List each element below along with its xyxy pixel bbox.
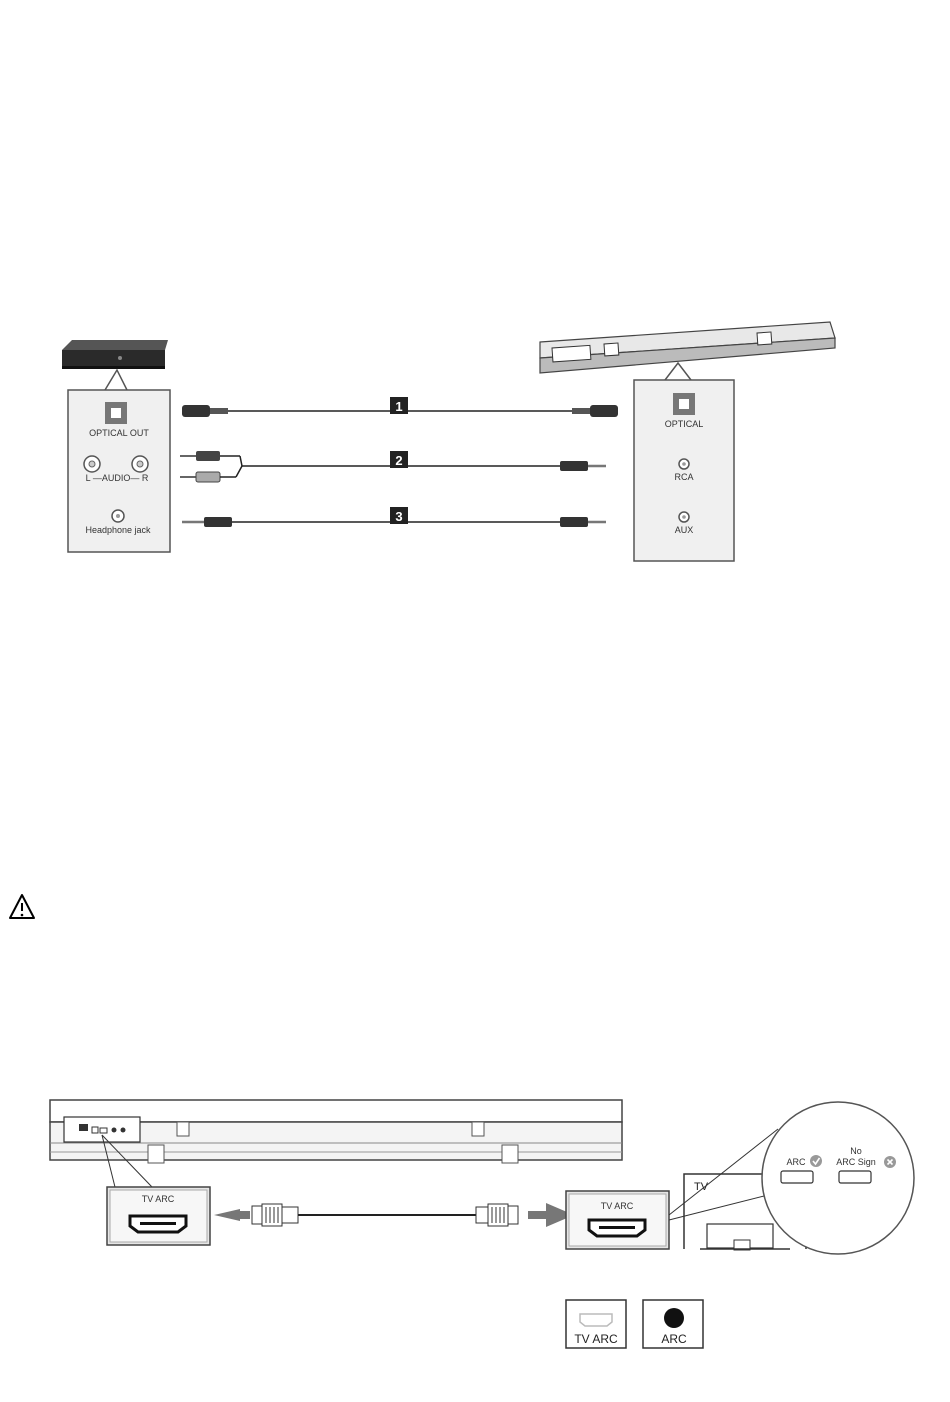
cable-number-3-text: 3 — [395, 509, 403, 524]
aux-label: AUX — [674, 525, 694, 535]
cable-rca — [180, 451, 606, 482]
zoom-no-label-1: No — [850, 1146, 862, 1156]
arrow-left-icon — [214, 1209, 240, 1221]
hdmi-cable — [252, 1204, 518, 1226]
right-port-label: TV ARC — [600, 1201, 634, 1211]
callout-pointer — [665, 363, 691, 380]
cable-number-2-text: 2 — [395, 453, 403, 468]
tv-label: TV — [694, 1181, 709, 1193]
callout-pointer — [105, 370, 127, 390]
zoom-circle — [762, 1102, 914, 1254]
hdmi-arc-diagram — [50, 1100, 914, 1254]
source-connection-diagram — [62, 322, 835, 561]
rca-label: RCA — [674, 472, 694, 482]
headphone-label: Headphone jack — [85, 525, 151, 535]
cable-number-1-text: 1 — [395, 399, 403, 414]
soundbar-panel — [634, 380, 734, 561]
hdmi-port-icon — [580, 1314, 612, 1326]
tv-tv-arc-port — [566, 1191, 669, 1249]
legend-arc-label: ARC — [661, 1332, 687, 1346]
warning-triangle-icon — [10, 895, 34, 918]
cable-aux — [182, 507, 606, 527]
arc-legend — [643, 1300, 703, 1348]
arrow-right-icon — [528, 1211, 546, 1219]
legend-tv-arc-label: TV ARC — [574, 1332, 618, 1346]
arc-dot-icon — [664, 1308, 684, 1328]
soundbar-icon — [540, 322, 835, 373]
source-panel — [68, 390, 170, 552]
optical-label: OPTICAL — [664, 419, 704, 429]
soundbar-tv-arc-port — [107, 1187, 210, 1245]
soundbar-rear-icon — [50, 1100, 622, 1163]
audio-label: L —AUDIO— R — [85, 473, 149, 483]
optical-out-label: OPTICAL OUT — [89, 428, 149, 438]
tv-arc-legend — [566, 1300, 626, 1348]
check-icon — [810, 1155, 822, 1167]
dvd-player-icon — [62, 340, 168, 369]
cable-optical — [182, 397, 618, 417]
left-port-label: TV ARC — [141, 1194, 175, 1204]
zoom-no-label-2: ARC Sign — [836, 1157, 876, 1167]
zoom-arc-label: ARC — [786, 1157, 806, 1167]
